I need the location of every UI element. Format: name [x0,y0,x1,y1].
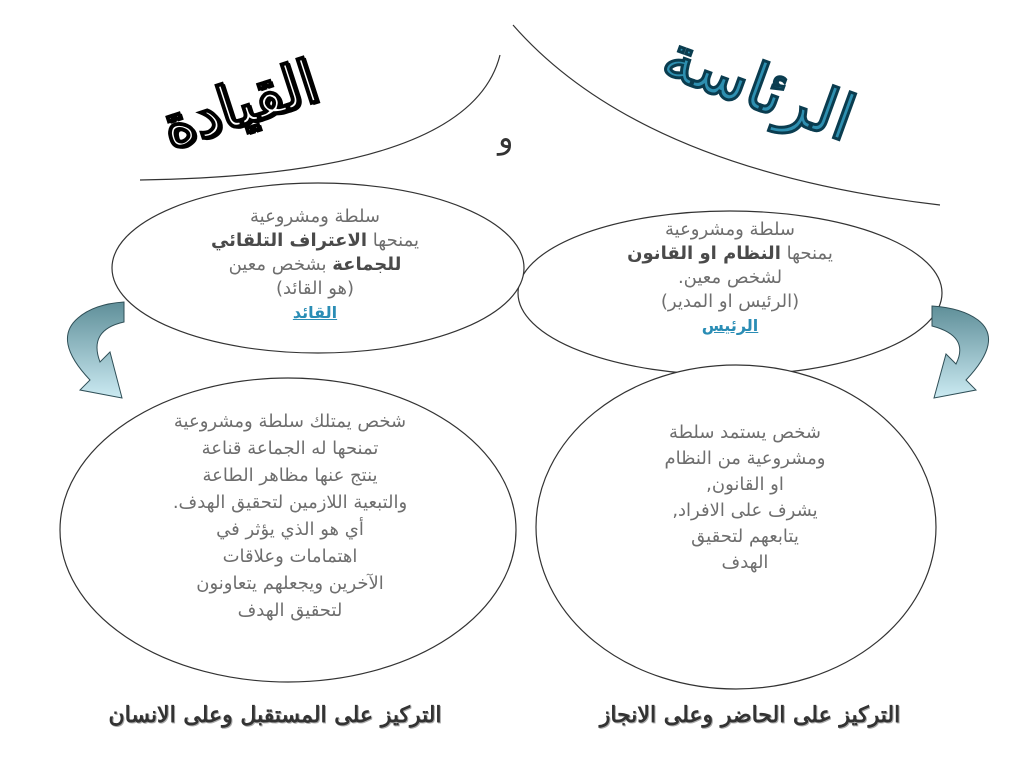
left-bottom-line: شخص يمتلك سلطة ومشروعية [173,411,407,432]
right-top-line2-prefix: يمنحها [786,243,833,264]
right-bottom-line: يشرف على الافراد, [672,500,818,521]
left-bottom-text [120,408,460,624]
footer-left-caption: التركيز على المستقبل وعلى الانسان [108,702,442,728]
right-bottom-line: الهدف [721,552,769,573]
left-bottom-line: لتحقيق الهدف [237,600,343,621]
right-top-line2 [600,242,860,266]
left-bottom-line: ينتج عنها مظاهر الطاعة [202,465,378,486]
left-top-line3 [185,253,445,277]
right-top-line4: (الرئيس او المدير) [660,291,800,312]
left-top-line3-bold: للجماعة [332,254,402,275]
left-bottom-line: تمنحها له الجماعة قناعة [201,438,379,459]
left-bottom-line: أي هو الذي يؤثر في [216,519,364,540]
left-top-line4: (هو القائد) [275,278,355,299]
right-curved-arrow [932,306,989,398]
link-president[interactable]: الرئيس [701,316,759,335]
right-top-text [600,218,860,338]
left-top-line1: سلطة ومشروعية [249,206,381,227]
link-leader[interactable]: القائد [292,303,338,322]
right-top-line2-bold: النظام او القانون [627,243,781,264]
left-top-line2-prefix: يمنحها [372,230,420,251]
right-top-line3: لشخص معين. [677,267,783,288]
right-bottom-text [620,420,870,576]
left-top-line2 [185,229,445,253]
right-bottom-line: شخص يستمد سلطة [668,422,821,443]
right-bottom-line: يتابعهم لتحقيق [691,526,799,547]
title-leadership: القيادة [153,47,327,163]
left-top-text [185,205,445,325]
left-top-line2-bold: الاعتراف التلقائي [210,230,368,251]
left-bottom-line: والتبعية اللازمين لتحقيق الهدف. [172,492,408,513]
left-bottom-line: الآخرين ويجعلهم يتعاونون [196,573,384,594]
right-bottom-line: ومشروعية من النظام [664,448,826,469]
title-presidency: الرئاسة [653,18,865,157]
left-curved-arrow [67,302,124,398]
conjunction-and: و [498,118,514,156]
right-top-line1: سلطة ومشروعية [664,219,796,240]
left-top-line3-suffix: بشخص معين [228,254,327,275]
left-bottom-line: اهتمامات وعلاقات [222,546,358,567]
right-bottom-line: او القانون, [706,474,784,495]
footer-right-caption: التركيز على الحاضر وعلى الانجاز [599,702,901,728]
